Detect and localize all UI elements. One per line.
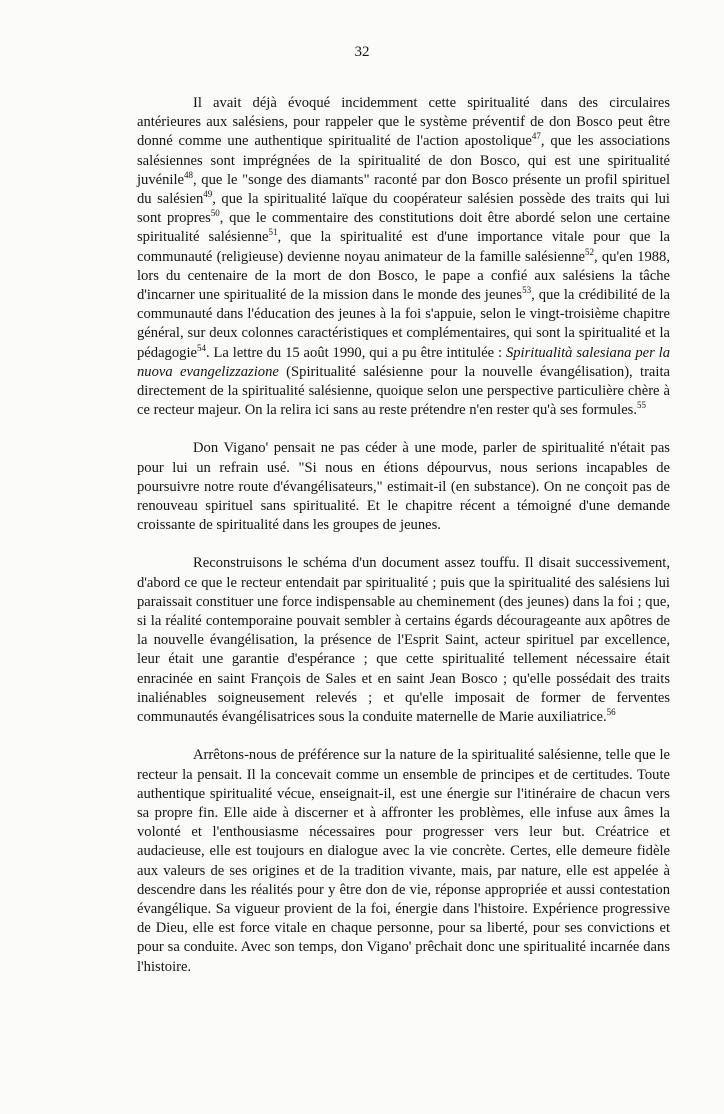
footnote-reference: 54 xyxy=(196,342,206,353)
paragraph xyxy=(137,554,670,727)
footnote-reference: 52 xyxy=(585,246,595,257)
text-run: (Spiritualité salésienne pour la nouvelle évangélisation), traita directement de la spiritualité salésienne, quoique selon une perspective particulière chère à ce recteur majeur. On la relira ici sans au reste prétendre n'en rester qu'à ses formules. xyxy=(137,363,670,419)
text-run: Reconstruisons le schéma d'un document assez touffu. Il disait successivement, d'abord ce que le recteur entendait par spiritualité ; puis que la spiritualité des salésiens lui paraissait constituer une force indispensable au cheminement (des jeunes) dans la foi ; que, si la réalité contemporaine pouvait sembler à certains égards décourageante aux apôtres de la nouvelle évangélisation, la présence de l'Esprit Saint, acteur spirituel par excellence, leur était une garantie d'espérance ; que cette spiritualité tellement nécessaire était enracinée en saint François de Sales et en saint Jean Bosco ; qu'elle possédait des traits inaliénables soigneusement relevés ; et qu'elle imposait de former de ferventes communautés évangélisatrices sous la conduite maternelle de Marie auxiliatrice. xyxy=(137,555,670,726)
footnote-reference: 53 xyxy=(522,285,532,296)
text-run: , que le commentaire des constitutions doit être abordé selon une certaine spiritualité salésienne xyxy=(137,210,671,246)
text-run: , que les associations salésiennes sont imprégnées de la spiritualité de don Bosco, qui est une spiritualité juvénile xyxy=(137,133,671,188)
paragraph xyxy=(137,439,670,535)
text-run: , que la spiritualité laïque du coopérateur salésien possède des traits qui lui sont propres xyxy=(137,191,670,227)
footnote-reference: 50 xyxy=(210,208,220,219)
text-run: Arrêtons-nous de préférence sur la nature de la spiritualité salésienne, telle que le recteur la pensait. Il la concevait comme un ensemble de principes et de certitudes. Toute authentique spiritualité vécue, enseignait-il, est une énergie sur l'itinéraire de chacun vers sa propre fin. Elle aide à discerner et à affronter les problèmes, elle infuse aux âmes la volonté et l'enthousiasme nécessaires pour progresser vers leur but. Créatrice et audacieuse, elle est toujours en dialogue avec la vie concrète. Certes, elle demeure fidèle aux valeurs de ses origines et de la tradition vivante, mais, par nature, elle est appelée à descendre dans les réalités pour y être don de vie, réponse appropriée et aussi contestation évangélique. Sa vigueur provient de la foi, énergie dans l'histoire. Expérience progressive de Dieu, elle est force vitale en chaque personne, pour sa liberté, pour ses convictions et pour sa conduite. Avec son temps, don Vigano' prêchait donc une spiritualité incarnée dans l'histoire. xyxy=(137,747,670,975)
text-run: , que le "songe des diamants" raconté par don Bosco présente un profil spirituel du salésien xyxy=(137,171,670,208)
text-run: . La lettre du 15 août 1990, qui a pu être intitulée : xyxy=(205,344,506,361)
footnote-reference: 47 xyxy=(531,131,541,142)
text-run: , que la crédibilité de la communauté dans l'éducation des jeunes à la foi s'appuie, selon le vingt-troisième chapitre général, sur deux colonnes caractéristiques et complémentaires, qui sont la spiritualité et la pédagogie xyxy=(137,287,670,361)
footnote-reference: 51 xyxy=(268,227,278,238)
paragraph xyxy=(137,746,670,976)
text-run: Don Vigano' pensait ne pas céder à une mode, parler de spiritualité n'était pas pour lui un refrain usé. "Si nous en étions dépourvus, nous serions incapables de poursuivre notre route d'évangélisateurs," estimait-il (en substance). On ne conçoit pas de renouveau spirituel sans spiritualité. Et le chapitre récent a témoigné d'une demande croissante de spiritualité dans les groupes de jeunes. xyxy=(137,440,670,534)
text-run: , que la spiritualité est d'une importance vitale pour que la communauté (religieuse) devienne noyau animateur de la famille salésienne xyxy=(137,229,670,265)
italic-title: Spiritualità salesiana per la nuova evangelizzazione xyxy=(137,344,670,380)
footnote-reference: 55 xyxy=(637,400,647,411)
body-text xyxy=(137,94,670,977)
footnote-reference: 49 xyxy=(203,189,213,200)
paragraph xyxy=(137,94,670,420)
footnote-reference: 56 xyxy=(606,707,616,718)
text-run: Il avait déjà évoqué incidemment cette spiritualité dans des circulaires antérieures aux salésiens, pour rappeler que le système préventif de don Bosco peut être donné comme une authentique spiritualité de l'action apostolique xyxy=(137,95,670,150)
page-number: 32 xyxy=(354,44,370,60)
footnote-reference: 48 xyxy=(184,169,194,180)
text-run: , qu'en 1988, lors du centenaire de la mort de don Bosco, le pape a confié aux salésiens la tâche d'incarner une spiritualité de la mission dans le monde des jeunes xyxy=(137,248,671,304)
